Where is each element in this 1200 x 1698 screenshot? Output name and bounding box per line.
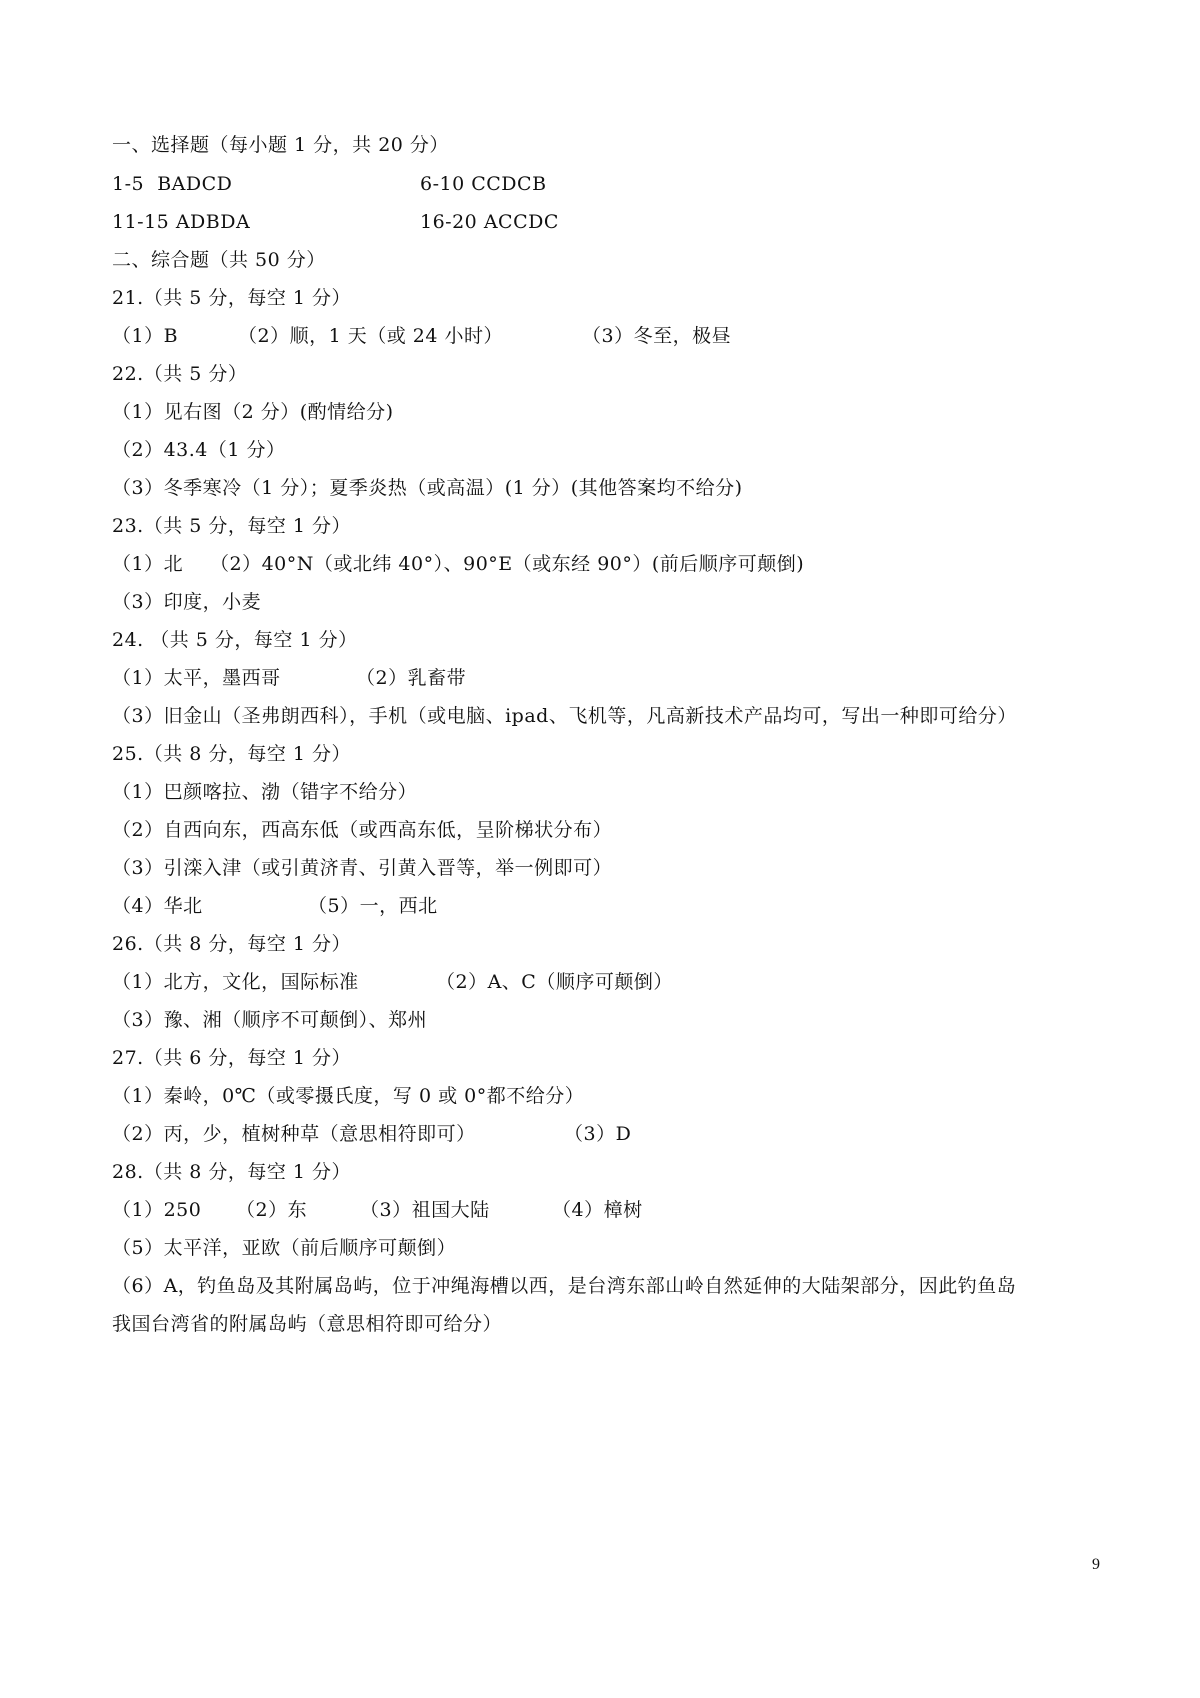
q22-answer-3: （3）冬季寒冷（1 分）；夏季炎热（或高温）(1 分）(其他答案均不给分) — [112, 477, 743, 499]
q23-answer-2: （2）40°N（或北纬 40°）、90°E（或东经 90°）(前后顺序可颠倒) — [210, 553, 805, 575]
section2-heading: 二、综合题（共 50 分） — [112, 249, 326, 271]
q27-heading: 27.（共 6 分，每空 1 分） — [112, 1047, 352, 1069]
q22-answer-2: （2）43.4（1 分） — [112, 439, 286, 461]
q28-answer-6-line2: 我国台湾省的附属岛屿（意思相符即可给分） — [112, 1313, 503, 1335]
q26-answer-2: （2）A、C（顺序可颠倒） — [436, 971, 673, 993]
q25-answer-4: （4）华北 — [112, 895, 203, 917]
q23-answer-3: （3）印度，小麦 — [112, 591, 262, 613]
q28-answer-5: （5）太平洋，亚欧（前后顺序可颠倒） — [112, 1237, 457, 1259]
mc-letters: CCDCB — [471, 173, 547, 195]
mc-answer-16-20 — [420, 209, 559, 235]
q27-answer-2: （2）丙，少，植树种草（意思相符即可） — [112, 1123, 476, 1145]
q28-heading: 28.（共 8 分，每空 1 分） — [112, 1161, 352, 1183]
mc-answer-1-5 — [112, 171, 232, 197]
q26-answer-1: （1）北方，文化，国际标准 — [112, 971, 359, 993]
q23-answer-1: （1）北 — [112, 553, 184, 575]
section1-heading: 一、选择题（每小题 1 分，共 20 分） — [112, 134, 449, 156]
mc-letters: ACCDC — [483, 211, 559, 233]
mc-answer-6-10 — [420, 171, 547, 197]
q25-heading: 25.（共 8 分，每空 1 分） — [112, 743, 352, 765]
mc-range: 1-5 — [112, 173, 145, 195]
mc-range: 11-15 — [112, 211, 170, 233]
mc-letters: ADBDA — [175, 211, 251, 233]
q25-answer-1: （1）巴颜喀拉、渤（错字不给分） — [112, 781, 418, 803]
q26-answer-3: （3）豫、湘（顺序不可颠倒）、郑州 — [112, 1009, 428, 1031]
q28-answer-6-line1: （6）A，钓鱼岛及其附属岛屿，位于冲绳海槽以西，是台湾东部山岭自然延伸的大陆架部分，因此钓鱼岛 — [112, 1275, 1017, 1297]
q25-answer-2: （2）自西向东，西高东低（或西高东低，呈阶梯状分布） — [112, 819, 613, 841]
q24-heading: 24. （共 5 分，每空 1 分） — [112, 629, 358, 651]
q23-heading: 23.（共 5 分，每空 1 分） — [112, 515, 352, 537]
q21-answer-1: （1）B — [112, 325, 179, 347]
mc-letters: BADCD — [157, 173, 233, 195]
mc-answer-11-15 — [112, 209, 250, 235]
q24-answer-2: （2）乳畜带 — [356, 667, 467, 689]
q28-answer-1: （1）250 — [112, 1199, 202, 1221]
q21-heading: 21.（共 5 分，每空 1 分） — [112, 287, 352, 309]
q26-heading: 26.（共 8 分，每空 1 分） — [112, 933, 352, 955]
q21-answer-3: （3）冬至，极昼 — [582, 325, 732, 347]
q27-answer-3: （3）D — [564, 1123, 632, 1145]
page-number: 9 — [1092, 1556, 1101, 1573]
q28-answer-3: （3）祖国大陆 — [360, 1199, 490, 1221]
q28-answer-2: （2）东 — [236, 1199, 308, 1221]
q24-answer-3: （3）旧金山（圣弗朗西科），手机（或电脑、ipad、飞机等，凡高新技术产品均可，写出一种即可给分） — [112, 705, 1017, 727]
q25-answer-5: （5）一，西北 — [308, 895, 438, 917]
q24-answer-1: （1）太平，墨西哥 — [112, 667, 281, 689]
mc-range: 6-10 — [420, 173, 465, 195]
q21-answer-2: （2）顺，1 天（或 24 小时） — [238, 325, 503, 347]
q22-heading: 22.（共 5 分） — [112, 363, 248, 385]
q27-answer-1: （1）秦岭，0℃（或零摄氏度，写 0 或 0°都不给分） — [112, 1085, 585, 1107]
q22-answer-1: （1）见右图（2 分）(酌情给分) — [112, 401, 394, 423]
q25-answer-3: （3）引滦入津（或引黄济青、引黄入晋等，举一例即可） — [112, 857, 613, 879]
mc-range: 16-20 — [420, 211, 478, 233]
q28-answer-4: （4）樟树 — [552, 1199, 643, 1221]
